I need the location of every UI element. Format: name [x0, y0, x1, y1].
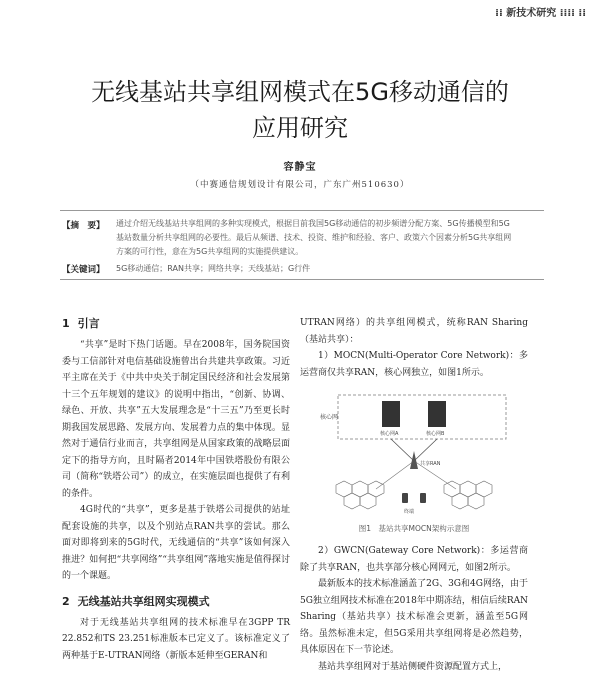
paragraph: 对于无线基站共享组网的技术标准早在3GPP TR 22.852和TS 23.251标准版本已定义了。该标准定义了两种基于E-UTRAN网络（新版本延伸至GERAN和	[62, 617, 290, 661]
core-a-label: 核心网A	[380, 431, 399, 437]
ran-label: 共享RAN	[420, 461, 441, 467]
section-title: 引言	[77, 317, 100, 330]
core-network-boundary	[338, 395, 506, 439]
core-b-label: 核心网B	[426, 431, 445, 437]
abstract-label: 【摘 要】	[62, 221, 105, 231]
shared-tower	[410, 451, 418, 469]
abstract-line: 通过介绍无线基站共享组网的多种实现模式，根据目前我国5G移动通信的初步频谱分配方案、5G传播模型和5G	[116, 219, 510, 228]
link-ran-1	[376, 461, 414, 489]
list-item: 2）GWCN(Gateway Core Network)：多运营商除了共享RAN，也共享部分核心网网元，如图2所示。	[300, 546, 528, 573]
article-title	[60, 74, 540, 146]
section-title: 无线基站共享组网实现模式	[77, 594, 210, 608]
paragraph: 最新版本的技术标准涵盖了2G、3G和4G网络，由于5G独立组网技术标准在2018年中期冻结，相信后续RAN Sharing（基站共享）技术标准会更新，涵盖至5G网络。虽然标准未定，但5G采用共享组网将是必然趋势，具体原因在下一节论述。	[300, 579, 528, 655]
abstract-line: 基站数量分析共享组网的必要性。最后从频谱、技术、投资、维护和经验、客户、政策六个因素分析5G共享组网	[116, 233, 512, 242]
title-line-2: 应用研究	[252, 114, 348, 142]
core-server-a	[382, 401, 400, 427]
link-b	[414, 439, 437, 461]
abstract-text	[116, 217, 540, 259]
title-line-1: 无线基站共享组网模式在5G移动通信的	[91, 78, 509, 106]
abstract-box	[60, 210, 544, 280]
abstract-line: 方案的可行性，意在为5G共享组网的实施提供建议。	[116, 247, 304, 256]
terminal-icon	[420, 493, 426, 503]
keywords-text: 5G移动通信；RAN共享；网络共享；天线基站；G行件	[116, 264, 311, 273]
header-bars-right: ⁞⁞⁞⁞ ⁞⁞	[559, 8, 586, 19]
figure-mocn-diagram	[316, 389, 512, 517]
column-header	[495, 4, 586, 19]
right-column	[300, 315, 528, 675]
figure-caption: 图1 基站共享MOCN架构示意图	[358, 524, 470, 533]
ue-label: 终端	[404, 509, 415, 515]
section-number: 1	[62, 317, 70, 330]
affiliation: （中赛通信规划设计有限公司，广东广州510630）	[190, 180, 410, 190]
cell-hexagons	[336, 481, 492, 509]
left-column	[62, 315, 290, 664]
paragraph: “共享”是时下热门话题。早在2008年，国务院国资委与工信部针对电信基础设施曾出台共建共享政策。习近平主席在关于《中共中央关于制定国民经济和社会发展第十三个五年规划的建议》的说明中指出，“创新、协调、绿色、开放、共享”五大发展理念是“十三五”乃至更长时期我国发展思路、发展方向、发展着力点的集中体现。显然对于通信行业而言，共享组网是从国家政策的战略层面定下的指导方向，且时隔者2014年中国铁塔股份有限公司（简称“铁塔公司”）的成立，在实施层面也提供了有利的条件。	[62, 340, 290, 499]
header-bars-left: ⁞⁞	[495, 8, 503, 19]
section-heading	[62, 315, 290, 333]
paragraph: UTRAN网络）的共享组网模式，统称RAN Sharing（基站共享）：	[300, 318, 528, 345]
core-server-b	[428, 401, 446, 427]
paragraph: 基站共享组网对于基站侧硬件资源配置方式上，	[318, 661, 508, 672]
column-name: 新技术研究	[506, 8, 557, 19]
paragraph: 4G时代的“共享”，更多是基于铁塔公司提供的站址配套设施的共享，以及个别站点RAN共享的尝试。那么面对即将到来的5G时代，无线通信的“共享”该如何深入推进？如何把“共享网络”“共享组网”落地实施是值得探讨的一个课题。	[62, 505, 290, 581]
mocn-diagram	[316, 389, 512, 517]
terminal-icon	[402, 493, 408, 503]
core-network-label: 核心网	[320, 414, 339, 421]
section-heading	[62, 593, 290, 611]
keywords-label: 【关键词】	[62, 265, 105, 275]
link-a	[391, 439, 414, 461]
section-number: 2	[62, 594, 70, 608]
list-item: 1）MOCN(Multi-Operator Core Network)：多运营商仅共享RAN，核心网独立，如图1所示。	[300, 351, 528, 378]
author: 容静宝	[283, 162, 317, 173]
